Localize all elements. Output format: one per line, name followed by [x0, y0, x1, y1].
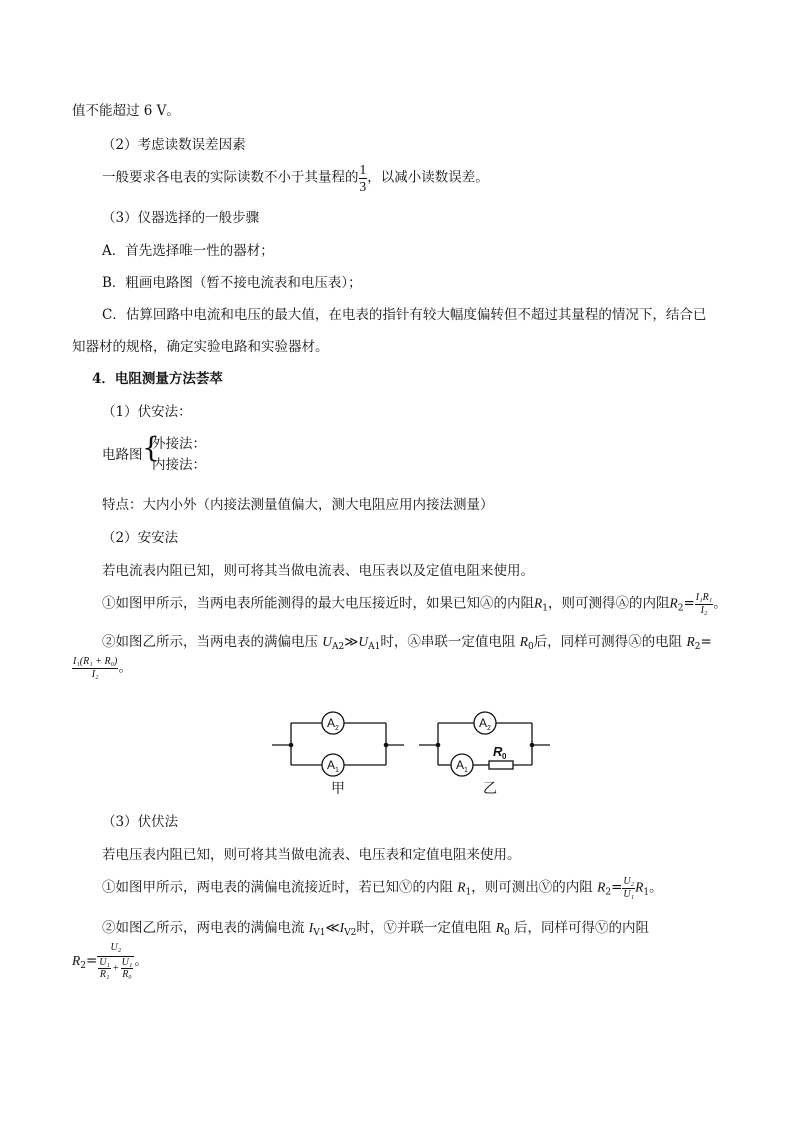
- text-line: 若电压表内阻已知，则可将其当做电流表、电压表和定值电阻来使用。: [102, 847, 521, 863]
- fraction-denominator: I₂: [91, 668, 99, 680]
- text-span: 的内阻: [628, 595, 670, 612]
- meter-sub: 2: [487, 725, 491, 732]
- subscript: V1: [313, 928, 326, 938]
- fraction-numerator: U₂: [623, 876, 635, 887]
- text-line: C．估算回路中电流和电压的最大值，在电表的指针有较大幅度偏转但不超过其量程的情况下，结合已: [102, 307, 707, 323]
- fraction-denominator: [97, 957, 134, 981]
- meter-label: A: [456, 758, 465, 772]
- var-R: R: [519, 634, 528, 649]
- text-span: ，则可测出: [471, 879, 539, 896]
- var-I: I: [308, 920, 314, 935]
- text-span: 。: [134, 953, 148, 970]
- text-span: 后，同样可测得: [533, 634, 629, 650]
- circuit-label: 电路图: [102, 447, 143, 463]
- text-line: 知器材的规格，确定实验电路和实验器材。: [72, 339, 329, 355]
- subscript: 2: [694, 642, 701, 652]
- text-span: 时，: [356, 920, 384, 936]
- text-span: ②如图乙所示，当两电表的满偏电压: [102, 634, 318, 650]
- text-span: ，则可测得: [547, 595, 616, 612]
- var-U: U: [322, 634, 333, 649]
- subscript: 2: [80, 960, 86, 971]
- text-line: 若电流表内阻已知，则可将其当做电流表、电压表以及定值电阻来使用。: [102, 563, 534, 579]
- var-R: R: [669, 595, 678, 611]
- resistor-sub: 0: [502, 752, 507, 761]
- subscript: 1: [465, 887, 472, 898]
- fraction-numerator: U₁: [121, 956, 133, 968]
- brace-item-outer: 外接法：: [152, 436, 206, 452]
- text-span: 。: [649, 879, 663, 896]
- text-span: ≫: [344, 634, 359, 650]
- meter-label: A: [479, 716, 488, 730]
- text-span: =: [683, 595, 695, 612]
- meter-sub: 1: [464, 767, 468, 774]
- brace-item-inner: 内接法：: [152, 457, 206, 473]
- var-R: R: [686, 634, 695, 649]
- fraction-numerator: U₁: [99, 956, 110, 968]
- fraction: [72, 656, 118, 680]
- section-heading: 4．电阻测量方法荟萃: [92, 371, 223, 387]
- meter-label: A: [327, 758, 336, 772]
- text-span: 。: [118, 659, 132, 676]
- compound-fraction: [97, 942, 134, 981]
- fraction-denominator: R₀: [122, 969, 132, 980]
- fraction-denominator: R₁: [99, 969, 110, 980]
- text-span: 时，: [380, 634, 408, 650]
- subscript: V2: [344, 928, 357, 938]
- ammeter-symbol: Ⓐ: [615, 595, 629, 612]
- resistor-label: R: [493, 744, 503, 759]
- text-span: 的内阻: [608, 920, 649, 936]
- voltmeter-symbol: Ⓥ: [538, 879, 553, 896]
- text-span: 。: [713, 595, 727, 612]
- subscript: 2: [605, 887, 612, 898]
- fraction-numerator: I₁R₁: [695, 592, 713, 603]
- var-R: R: [495, 920, 504, 935]
- ammeter-symbol: Ⓐ: [407, 634, 421, 650]
- figure-caption: 甲: [331, 780, 345, 796]
- text-line: 特点：大内小外（内接法测量值偏大，测大电阻应用内接法测量）: [102, 497, 494, 513]
- section-heading: （3）伏伏法: [102, 814, 179, 830]
- fraction: [622, 876, 635, 900]
- ammeter-symbol: Ⓐ: [628, 634, 642, 650]
- voltmeter-symbol: Ⓥ: [383, 920, 397, 936]
- voltmeter-symbol: Ⓥ: [399, 879, 413, 896]
- text-span: ②如图乙所示，两电表的满偏电流: [102, 920, 305, 936]
- text-span: =: [85, 953, 98, 970]
- text-span: =: [700, 634, 712, 650]
- var-R: R: [534, 595, 543, 611]
- text-span: 的内阻: [493, 595, 534, 612]
- figure-caption: 乙: [483, 780, 497, 796]
- var-I: I: [339, 920, 345, 935]
- subscript: 0: [503, 928, 510, 938]
- fraction-numerator: 1: [359, 162, 367, 177]
- fraction: [359, 162, 368, 194]
- text-line: [102, 876, 663, 900]
- var-R: R: [72, 953, 81, 969]
- text-span: ，以减小读数误差。: [367, 169, 489, 186]
- text-span: 一般要求各电表的实际读数不小于其量程的: [102, 169, 359, 186]
- text-span: 的内阻: [412, 879, 453, 896]
- resistor-icon: [489, 761, 513, 769]
- fraction-denominator: I₂: [700, 604, 708, 616]
- text-line: B．粗画电路图（暂不接电流表和电压表）；: [102, 275, 362, 291]
- section-heading: （2）安安法: [102, 530, 179, 546]
- subscript: 2: [677, 603, 684, 614]
- var-R: R: [635, 879, 644, 895]
- section-heading: （3）仪器选择的一般步骤: [102, 210, 260, 226]
- circuit-figures: [266, 708, 566, 798]
- subscript: 1: [643, 887, 650, 898]
- var-U: U: [358, 634, 369, 649]
- ammeter-symbol: Ⓐ: [480, 595, 494, 612]
- text-line: [102, 162, 489, 194]
- var-R: R: [457, 879, 466, 895]
- fraction: [121, 957, 134, 981]
- voltmeter-symbol: Ⓥ: [594, 920, 609, 936]
- meter-sub: 2: [335, 725, 339, 732]
- text-line: 值不能超过 6 V。: [72, 103, 180, 119]
- section-heading: （1）伏安法：: [102, 404, 192, 420]
- fraction-denominator: U₁: [623, 888, 635, 900]
- meter-label: A: [327, 716, 336, 730]
- subscript: A2: [332, 642, 345, 652]
- subscript: 0: [527, 642, 534, 652]
- text-span: =: [611, 879, 623, 896]
- text-line: [102, 592, 727, 616]
- text-span: 的电阻: [641, 634, 683, 650]
- text-line: [102, 920, 649, 939]
- section-heading: （2）考虑读数误差因素: [102, 137, 246, 153]
- meter-sub: 1: [335, 767, 339, 774]
- fraction: [695, 592, 713, 616]
- text-span: 并联一定值电阻: [396, 920, 492, 936]
- var-R: R: [597, 879, 606, 895]
- text-line: A．首先选择唯一性的器材；: [102, 243, 274, 259]
- fraction-numerator: I₁(R₁ + R₀): [73, 656, 118, 667]
- text-span: ≪: [325, 920, 340, 936]
- fraction-numerator: U₂: [97, 942, 134, 957]
- fraction: [98, 957, 111, 981]
- text-span: 后，同样可得: [513, 920, 595, 936]
- brace: {: [142, 431, 160, 464]
- text-span: 串联一定值电阻: [420, 634, 516, 650]
- fraction-denominator: 3: [359, 178, 367, 194]
- subscript: A1: [368, 642, 381, 652]
- formula-line: [72, 942, 148, 981]
- subscript: 1: [542, 603, 548, 614]
- plus-sign: +: [113, 962, 119, 974]
- text-span: ①如图甲所示，两电表的满偏电流接近时，若已知: [102, 879, 399, 896]
- text-span: ①如图甲所示，当两电表所能测得的最大电压接近时，如果已知: [102, 595, 480, 612]
- formula-line: [72, 656, 132, 680]
- text-line: [102, 634, 712, 653]
- text-span: 的内阻: [552, 879, 593, 896]
